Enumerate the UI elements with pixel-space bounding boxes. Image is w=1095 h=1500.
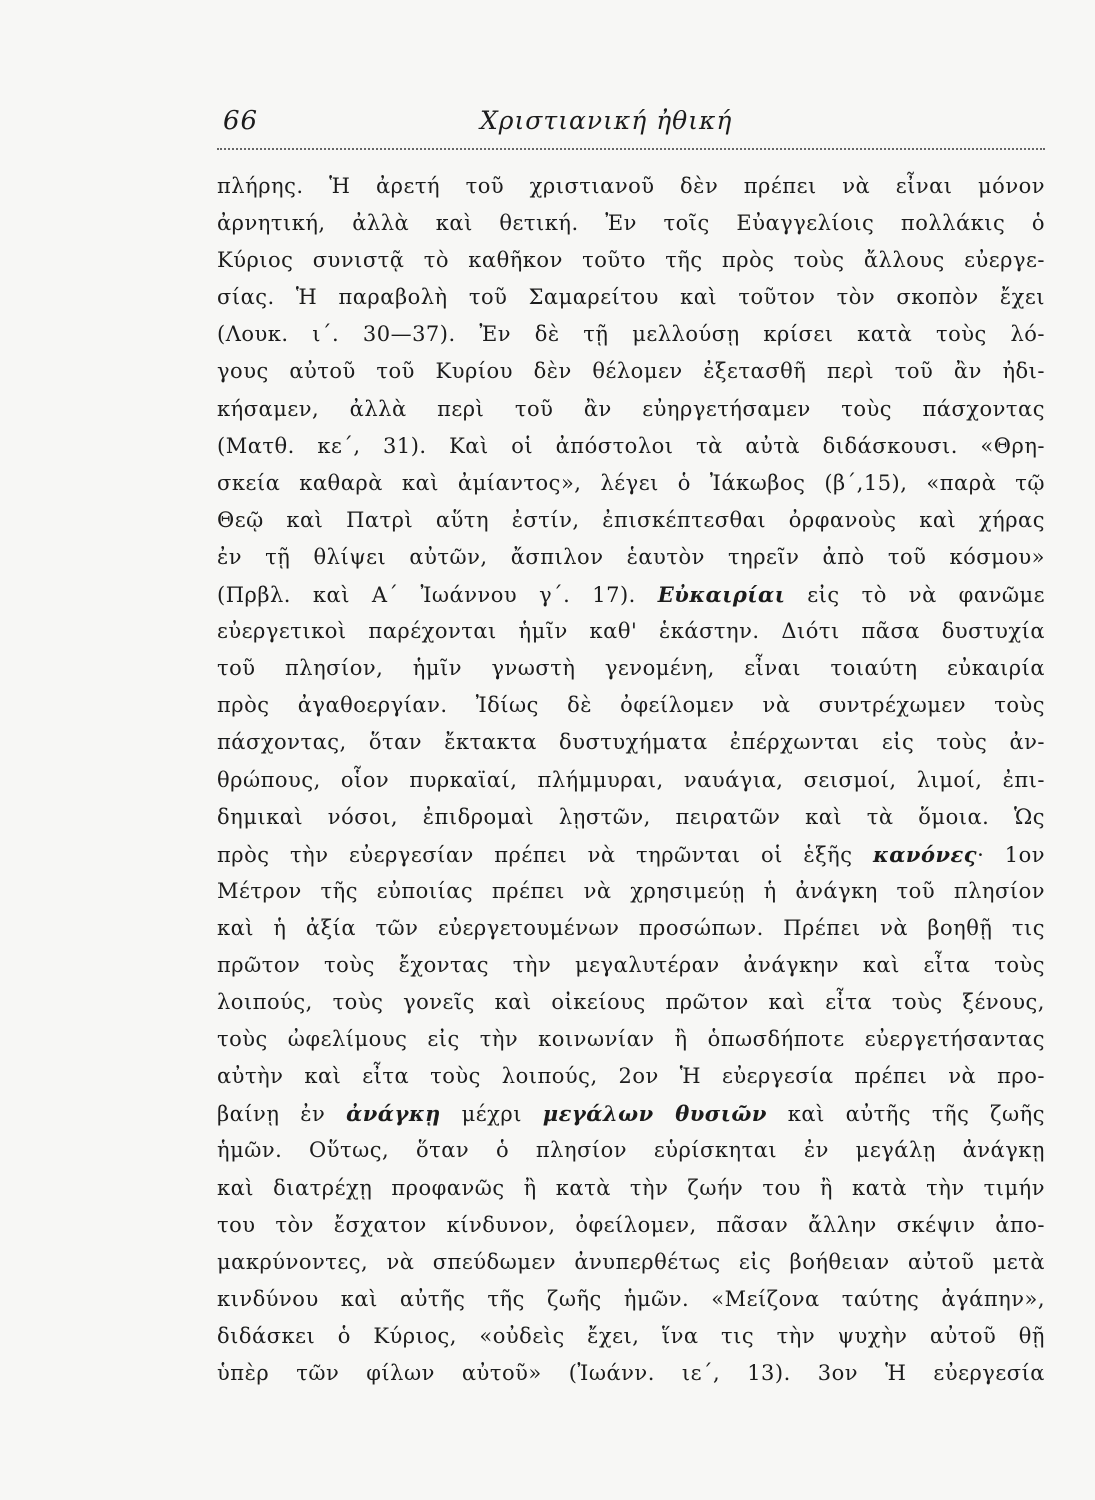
header-rule bbox=[217, 148, 1045, 150]
text-segment: καὶ διατρέχῃ προφανῶς ἢ κατὰ τὴν ζωήν του ἢ κατὰ τὴν τιμήν bbox=[217, 1175, 1045, 1200]
text-line bbox=[217, 1170, 1045, 1207]
text-segment: βαίνῃ ἐν bbox=[217, 1102, 347, 1127]
text-segment: εἰς τὸ νὰ φανῶμε bbox=[785, 583, 1045, 608]
text-segment: ὑπὲρ τῶν φίλων αὐτοῦ» (Ἰωάνν. ιε΄, 13). 3ον Ἡ εὐεργεσία bbox=[217, 1361, 1045, 1385]
text-segment: κήσαμεν, ἀλλὰ περὶ τοῦ ἂν εὐηργετήσαμεν τοὺς πάσχοντας bbox=[217, 396, 1045, 421]
text-segment: εὐεργετικοὶ παρέχονται ἡμῖν καθ' ἑκάστην. Διότι πᾶσα δυστυχία bbox=[217, 619, 1045, 644]
text-segment: πάσχοντας, ὅταν ἔκτακτα δυστυχήματα ἐπέρχωνται εἰς τοὺς ἀν- bbox=[217, 730, 1045, 755]
text-segment: Θεῷ καὶ Πατρὶ αὕτη ἐστίν, ἐπισκέπτεσθαι ὀρφανοὺς καὶ χήρας bbox=[217, 507, 1045, 532]
text-line bbox=[217, 391, 1045, 428]
text-line bbox=[217, 799, 1045, 836]
text-segment: σίας. Ἡ παραβολὴ τοῦ Σαμαρείτου καὶ τοῦτον τὸν σκοπὸν ἔχει bbox=[217, 285, 1045, 310]
text-segment: καὶ ἡ ἀξία τῶν εὐεργετουμένων προσώπων. Πρέπει νὰ βοηθῇ τις bbox=[217, 915, 1045, 940]
text-line bbox=[217, 353, 1045, 390]
text-line bbox=[217, 613, 1045, 650]
text-line bbox=[217, 168, 1045, 205]
text-line bbox=[217, 1244, 1045, 1281]
text-segment: Μέτρον τῆς εὐποιίας πρέπει νὰ χρησιμεύῃ ἡ ἀνάγκη τοῦ πλησίον bbox=[217, 878, 1045, 903]
text-line bbox=[217, 1095, 1045, 1132]
text-line bbox=[217, 316, 1045, 353]
text-line bbox=[217, 984, 1045, 1021]
text-segment: πλήρης. Ἡ ἀρετή τοῦ χριστιανοῦ δὲν πρέπει νὰ εἶναι μόνον bbox=[217, 174, 1045, 198]
emphasized-text: μεγάλων θυσιῶν bbox=[542, 1101, 767, 1127]
text-line bbox=[217, 1132, 1045, 1169]
text-line bbox=[217, 1058, 1045, 1095]
page-number: 66 bbox=[223, 106, 259, 136]
text-line bbox=[217, 1207, 1045, 1244]
text-segment: τοὺς ὠφελίμους εἰς τὴν κοινωνίαν ἢ ὁπωσδήποτε εὐεργετήσαντας bbox=[217, 1027, 1045, 1052]
emphasized-text: κανόνες bbox=[872, 841, 978, 867]
text-segment: · 1ον bbox=[977, 842, 1045, 867]
text-line bbox=[217, 242, 1045, 279]
text-line bbox=[217, 650, 1045, 687]
text-line bbox=[217, 428, 1045, 465]
body-text bbox=[217, 168, 1045, 1392]
text-line bbox=[217, 1281, 1045, 1318]
text-segment: πρὸς ἀγαθοεργίαν. Ἰδίως δὲ ὀφείλομεν νὰ συντρέχωμεν τοὺς bbox=[217, 693, 1045, 718]
text-segment: θρώπους, οἷον πυρκαϊαί, πλήμμυραι, ναυάγια, σεισμοί, λιμοί, ἐπι- bbox=[217, 767, 1045, 792]
text-segment: (Λουκ. ι΄. 30—37). Ἐν δὲ τῇ μελλούσῃ κρίσει κατὰ τοὺς λό- bbox=[217, 322, 1045, 347]
text-segment: δημικαὶ νόσοι, ἐπιδρομαὶ λῃστῶν, πειρατῶν καὶ τὰ ὅμοια. Ὡς bbox=[217, 804, 1045, 829]
emphasized-text: ἀνάγκῃ bbox=[346, 1101, 441, 1127]
text-line bbox=[217, 910, 1045, 947]
text-line bbox=[217, 1318, 1045, 1355]
text-segment: τοῦ πλησίον, ἡμῖν γνωστὴ γενομένη, εἶναι τοιαύτη εὐκαιρία bbox=[217, 656, 1045, 681]
text-segment: μέχρι bbox=[440, 1102, 543, 1127]
text-line bbox=[217, 724, 1045, 761]
text-segment: (Πρβλ. καὶ Α΄ Ἰωάννου γ΄. 17). bbox=[217, 583, 658, 608]
text-line bbox=[217, 836, 1045, 873]
text-line bbox=[217, 279, 1045, 316]
text-line bbox=[217, 465, 1045, 502]
text-line bbox=[217, 1021, 1045, 1058]
text-segment: του τὸν ἔσχατον κίνδυνον, ὀφείλομεν, πᾶσαν ἄλλην σκέψιν ἀπο- bbox=[217, 1212, 1045, 1237]
text-segment: ἐν τῇ θλίψει αὐτῶν, ἄσπιλον ἑαυτὸν τηρεῖν ἀπὸ τοῦ κόσμου» bbox=[217, 544, 1045, 569]
text-segment: πρὸς τὴν εὐεργεσίαν πρέπει νὰ τηρῶνται οἱ ἑξῆς bbox=[217, 842, 873, 867]
text-line bbox=[217, 502, 1045, 539]
text-line bbox=[217, 762, 1045, 799]
text-segment: (Ματθ. κε΄, 31). Καὶ οἱ ἀπόστολοι τὰ αὐτὰ διδάσκουσι. «Θρη- bbox=[217, 433, 1045, 458]
emphasized-text: Εὐκαιρίαι bbox=[657, 582, 786, 608]
text-segment: ἡμῶν. Οὕτως, ὅταν ὁ πλησίον εὑρίσκηται ἐν μεγάλῃ ἀνάγκῃ bbox=[217, 1138, 1045, 1163]
running-title: Χριστιανική ἠθική bbox=[480, 106, 733, 135]
text-line bbox=[217, 687, 1045, 724]
text-line bbox=[217, 539, 1045, 576]
text-segment: Κύριος συνιστᾷ τὸ καθῆκον τοῦτο τῆς πρὸς τοὺς ἄλλους εὐεργε- bbox=[217, 248, 1045, 273]
text-segment: διδάσκει ὁ Κύριος, «οὐδεὶς ἔχει, ἵνα τις τὴν ψυχὴν αὐτοῦ θῇ bbox=[217, 1323, 1045, 1348]
text-segment: κινδύνου καὶ αὐτῆς τῆς ζωῆς ἡμῶν. «Μείζονα ταύτης ἀγάπην», bbox=[217, 1286, 1045, 1311]
text-line bbox=[217, 1355, 1045, 1392]
text-line bbox=[217, 205, 1045, 242]
text-segment: καὶ αὐτῆς τῆς ζωῆς bbox=[766, 1102, 1045, 1127]
text-segment: σκεία καθαρὰ καὶ ἀμίαντος», λέγει ὁ Ἰάκωβος (β΄,15), «παρὰ τῷ bbox=[217, 470, 1045, 495]
text-segment: λοιπούς, τοὺς γονεῖς καὶ οἰκείους πρῶτον καὶ εἶτα τοὺς ξένους, bbox=[217, 990, 1045, 1015]
text-segment: πρῶτον τοὺς ἔχοντας τὴν μεγαλυτέραν ἀνάγκην καὶ εἶτα τοὺς bbox=[217, 952, 1045, 977]
page-header bbox=[217, 100, 1045, 144]
text-segment: γους αὐτοῦ τοῦ Κυρίου δὲν θέλομεν ἐξετασθῆ περὶ τοῦ ἂν ἠδι- bbox=[217, 359, 1045, 384]
text-segment: αὐτὴν καὶ εἶτα τοὺς λοιπούς, 2ον Ἡ εὐεργεσία πρέπει νὰ προ- bbox=[217, 1064, 1045, 1089]
text-segment: μακρύνοντες, νὰ σπεύδωμεν ἀνυπερθέτως εἰς βοήθειαν αὐτοῦ μετὰ bbox=[217, 1249, 1045, 1274]
text-line bbox=[217, 576, 1045, 613]
text-line bbox=[217, 947, 1045, 984]
text-line bbox=[217, 873, 1045, 910]
text-segment: ἀρνητική, ἀλλὰ καὶ θετική. Ἐν τοῖς Εὐαγγελίοις πολλάκις ὁ bbox=[217, 211, 1045, 236]
